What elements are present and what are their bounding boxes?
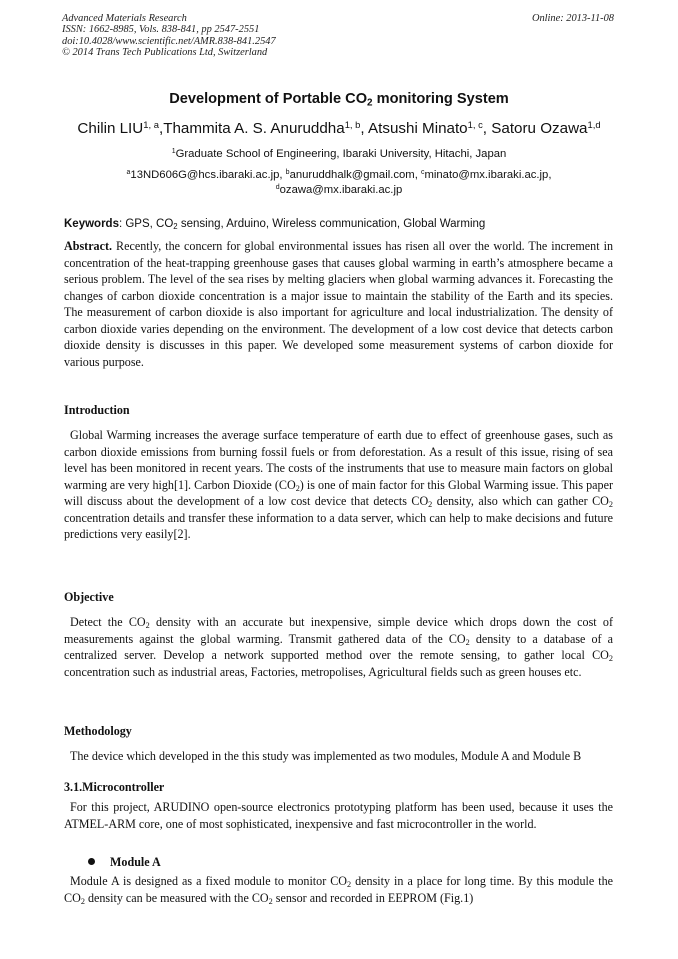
objective-text: concentration such as industrial areas, Factories, metropolises, Agricultural fields such as green houses etc. — [64, 664, 582, 679]
keywords-sub: 2 — [173, 221, 178, 231]
paper-title — [0, 91, 678, 107]
author-sup: 1, a — [143, 118, 159, 130]
module-a-heading: Module A — [110, 855, 161, 869]
title-pre: Development of Portable CO — [169, 91, 368, 107]
intro-text: concentration details and transfer these information to a data server, which can help to make decisions and future predictions very easily[2]. — [64, 510, 613, 541]
abstract-text: Recently, the concern for global environmental issues has risen all over the world. The increment in concentration of the heat-trapping greenhouse gases that causes global warming in earth’s atmosphere became a serious problem. The level of the sea rises by melting glaciers when global warming advances it. Forecasting the changes of carbon dioxide concentration is a major issue to maintain the stability of the Earth and its species. The measurement of carbon dioxide is also important for agriculture and local industrialization. The density of carbon dioxide varies depending on the environment. The development of a low cost device that detects carbon dioxide density is discusses in this paper. We developed some measurement systems of carbon dioxide for various purpose. — [64, 239, 613, 369]
abstract — [64, 238, 613, 370]
intro-text: ) is one of main factor for this Global Warming issue. This paper will discuss about the development of a low cost device that detects CO — [64, 477, 613, 508]
objective-text: density with an accurate but inexpensive, simple device which drops down the cost of measurements against the global warming. Transmit gathered data of the CO — [64, 615, 613, 646]
module-a-sub: 2 — [80, 896, 85, 906]
email-sup: d — [275, 184, 280, 192]
author-name: Satoru Ozawa — [491, 120, 588, 137]
email-d: ozawa@mx.ibaraki.ac.jp — [279, 184, 403, 196]
email-c: minato@mx.ibaraki.ac.jp, — [424, 169, 552, 181]
methodology-paragraph: The device which developed in the this study was implemented as two modules, Module A and Module B — [70, 749, 582, 763]
objective-sub: 2 — [608, 654, 613, 664]
intro-text: density, also which can gather CO — [432, 494, 609, 508]
email-line-2 — [0, 183, 678, 198]
journal-doi: doi:10.4028/www.scientific.net/AMR.838-841.2547 — [62, 35, 276, 47]
email-sup: c — [420, 169, 425, 177]
author-name: Thammita A. S. Anuruddha — [163, 120, 345, 137]
objective-sub: 2 — [145, 621, 150, 631]
author-sup: 1, c — [467, 118, 483, 130]
author-list — [0, 120, 678, 137]
bullet-icon — [88, 858, 95, 865]
introduction-heading: Introduction — [64, 403, 130, 417]
objective-sub: 2 — [465, 637, 470, 647]
microcontroller-heading: 3.1.Microcontroller — [64, 780, 165, 794]
author-sep: , — [158, 120, 164, 137]
objective-text: Detect the CO — [70, 615, 146, 629]
author-sep: , — [360, 120, 369, 137]
affiliation-sup: 1 — [171, 148, 176, 156]
keywords-pre: : GPS, CO — [118, 218, 174, 230]
author-sup: 1, b — [344, 118, 361, 130]
online-date: Online: 2013-11-08 — [531, 13, 614, 24]
journal-name: Advanced Materials Research — [62, 13, 187, 24]
email-b: anuruddhalk@gmail.com, — [289, 169, 421, 181]
methodology-heading: Methodology — [64, 724, 132, 738]
keywords-label: Keywords — [64, 218, 119, 230]
objective-paragraph — [64, 614, 613, 680]
intro-sub: 2 — [295, 483, 300, 493]
author-sep: , — [482, 120, 492, 137]
module-a-sub: 2 — [268, 896, 273, 906]
introduction-paragraph — [64, 427, 613, 543]
journal-issn: ISSN: 1662-8985, Vols. 838-841, pp 2547-2551 — [62, 24, 260, 36]
module-a-sub: 2 — [347, 880, 352, 890]
module-a-text: sensor and recorded in EEPROM (Fig.1) — [272, 890, 474, 905]
intro-sub: 2 — [428, 500, 433, 510]
keywords-post: sensing, Arduino, Wireless communication, Global Warming — [177, 218, 486, 230]
abstract-label: Abstract. — [64, 239, 113, 253]
keywords — [64, 218, 485, 230]
email-sup: b — [285, 169, 290, 177]
email-line-1 — [0, 168, 678, 183]
objective-text: density to a database of a centralized server. Develop a network supported method over the remote sensing, to gather local CO — [64, 631, 613, 662]
intro-sub: 2 — [608, 500, 613, 510]
microcontroller-paragraph: For this project, ARUDINO open-source electronics prototyping platform has been used, because it uses the ATMEL-ARM core, one of most sophisticated, inexpensive and fast microcontroller in the world. — [64, 800, 613, 831]
objective-heading: Objective — [64, 590, 114, 604]
title-post: monitoring System — [372, 91, 509, 107]
journal-header — [62, 13, 276, 59]
module-a-text: density can be measured with the CO — [84, 890, 269, 905]
intro-text: Global Warming increases the average surface temperature of earth due to effect of greenhouse gases, such as carbon dioxide emissions from burning fossil fuels or from deforestation. As a result of this issue, rising of sea level has been monitored in recent years. The costs of the instruments that use to measure main factors on global warming are very high[1]. Carbon Dioxide (CO — [64, 428, 613, 492]
email-a: 13ND606G@hcs.ibaraki.ac.jp, — [130, 169, 286, 181]
module-a-text: density in a place for long time. By this module the CO — [64, 874, 613, 905]
module-a-bullet — [88, 855, 161, 870]
module-a-paragraph — [64, 873, 613, 906]
affiliation-text: Graduate School of Engineering, Ibaraki University, Hitachi, Japan — [175, 148, 507, 160]
title-sub: 2 — [367, 97, 373, 109]
affiliation — [0, 148, 678, 160]
author-name: Chilin LIU — [77, 120, 144, 137]
journal-copyright: © 2014 Trans Tech Publications Ltd, Switzerland — [62, 47, 268, 59]
author-sup: 1,d — [587, 118, 601, 130]
module-a-text: Module A is designed as a fixed module to monitor CO — [70, 874, 348, 888]
author-emails — [0, 168, 678, 198]
email-sup: a — [126, 169, 131, 177]
author-name: Atsushi Minato — [368, 120, 468, 137]
